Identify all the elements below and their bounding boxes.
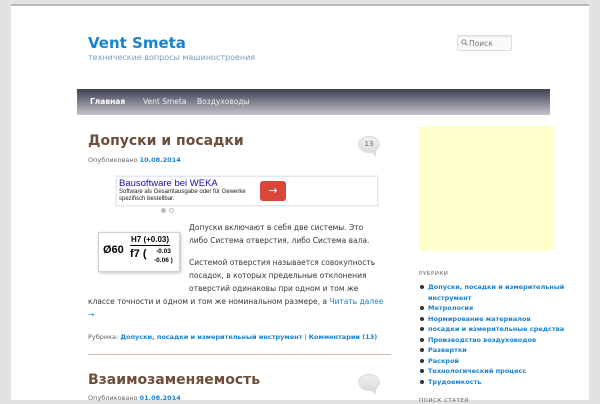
- nav-item-vozdukhovody[interactable]: Воздуховоды: [197, 97, 250, 106]
- category-link[interactable]: Производство воздуховодов: [428, 335, 537, 344]
- ad-dot-1[interactable]: [161, 208, 166, 213]
- formula-upper-deviation: -0.03: [156, 248, 171, 255]
- category-link[interactable]: посадки и измерительные средства: [428, 325, 565, 333]
- ad-arrow-button[interactable]: →: [260, 181, 286, 201]
- paragraph-line: отверстий одинаковы при одном и том же: [189, 284, 359, 293]
- ad-title[interactable]: Bausoftware bei WEKA: [119, 178, 218, 189]
- category-item-continuation[interactable]: [419, 293, 569, 304]
- category-link[interactable]: Допуски, посадки и измерительный инструмент: [120, 333, 303, 341]
- date-link[interactable]: 10.08.2014: [139, 156, 181, 164]
- read-more-arrow[interactable]: →: [88, 310, 95, 319]
- category-label: Рубрика:: [88, 333, 119, 341]
- category-link[interactable]: инструмент: [428, 293, 472, 302]
- post-title[interactable]: Допуски и посадки: [88, 133, 244, 149]
- category-link[interactable]: Раскрой: [428, 356, 460, 365]
- post-date: [88, 394, 181, 402]
- category-link[interactable]: Нормирование материалов: [428, 314, 531, 323]
- post-paragraph-2: [189, 256, 375, 295]
- nav-item-home[interactable]: Главная: [90, 97, 126, 106]
- paragraph-line: Системой отверстия называется совокупность: [189, 258, 376, 267]
- paragraph-line: Допуски включают в себя две системы. Это: [189, 223, 364, 232]
- formula-shaft: f7 (: [130, 248, 147, 260]
- entry-meta: [88, 333, 377, 341]
- post-paragraph-2-cont: [88, 295, 388, 321]
- post-title[interactable]: Взаимозаменяемость: [88, 372, 261, 388]
- search-articles-title: ПОИСК СТАТЕЙ: [419, 398, 469, 404]
- category-item[interactable]: [419, 377, 569, 388]
- category-item[interactable]: [419, 335, 569, 346]
- date-link[interactable]: 01.08.2014: [139, 394, 181, 402]
- site-description: технические вопросы машиностроения: [88, 53, 256, 62]
- category-link[interactable]: Развертки: [428, 346, 467, 354]
- main-nav: [77, 89, 550, 115]
- search-box[interactable]: [457, 35, 512, 51]
- sidebar-ad[interactable]: [419, 126, 553, 251]
- ad-banner[interactable]: [116, 176, 378, 206]
- comments-bubble[interactable]: 13: [358, 136, 380, 153]
- category-link[interactable]: Метрология: [428, 304, 474, 312]
- formula-lower-deviation: -0.06 ): [154, 257, 173, 264]
- category-item[interactable]: [419, 303, 569, 314]
- ad-dot-2[interactable]: [169, 208, 174, 213]
- category-list: [419, 282, 569, 387]
- posted-label: Опубликовано: [88, 394, 138, 402]
- paragraph-line: классе точности и одном и том же номинальном размере, а: [88, 297, 328, 306]
- posted-label: Опубликовано: [88, 156, 138, 164]
- formula-image: [98, 232, 180, 272]
- read-more-link[interactable]: Читать далее: [329, 297, 384, 306]
- post-date: [88, 156, 181, 164]
- formula-diameter: Ø60: [103, 244, 124, 256]
- search-icon: [461, 39, 468, 46]
- post-divider: [88, 354, 391, 355]
- category-link[interactable]: Трудоемкость: [428, 377, 482, 386]
- formula-hole: H7 (+0.03): [131, 235, 170, 244]
- categories-title: РУБРИКИ: [419, 271, 449, 277]
- page: [11, 4, 589, 404]
- ad-pager[interactable]: [161, 198, 191, 206]
- nav-item-vent-smeta[interactable]: Vent Smeta: [143, 97, 187, 106]
- category-item[interactable]: [419, 345, 569, 356]
- ad-description: Software als Gesamtausgabe oder für Gewerke spezifisch bestellbar.: [119, 189, 246, 202]
- category-item[interactable]: [419, 356, 569, 367]
- category-link[interactable]: Допуски, посадки и измерительный: [428, 283, 565, 291]
- paragraph-line: либо Система отверстия, либо Система вала.: [189, 236, 370, 245]
- category-item[interactable]: [419, 324, 569, 335]
- category-item[interactable]: [419, 314, 569, 325]
- post-paragraph-1: [189, 221, 369, 247]
- paragraph-line: посадок, в которых предельные отклонения: [189, 271, 367, 280]
- meta-separator: |: [304, 333, 307, 341]
- site-title[interactable]: Vent Smeta: [88, 34, 186, 52]
- category-link[interactable]: Технологический процесс: [428, 367, 527, 375]
- category-item[interactable]: [419, 366, 569, 377]
- comments-bubble[interactable]: [358, 374, 380, 391]
- formula-fraction-line: [130, 245, 170, 246]
- comments-link[interactable]: Комментарии (13): [308, 333, 378, 341]
- search-input[interactable]: [469, 37, 511, 49]
- category-item[interactable]: [419, 282, 569, 293]
